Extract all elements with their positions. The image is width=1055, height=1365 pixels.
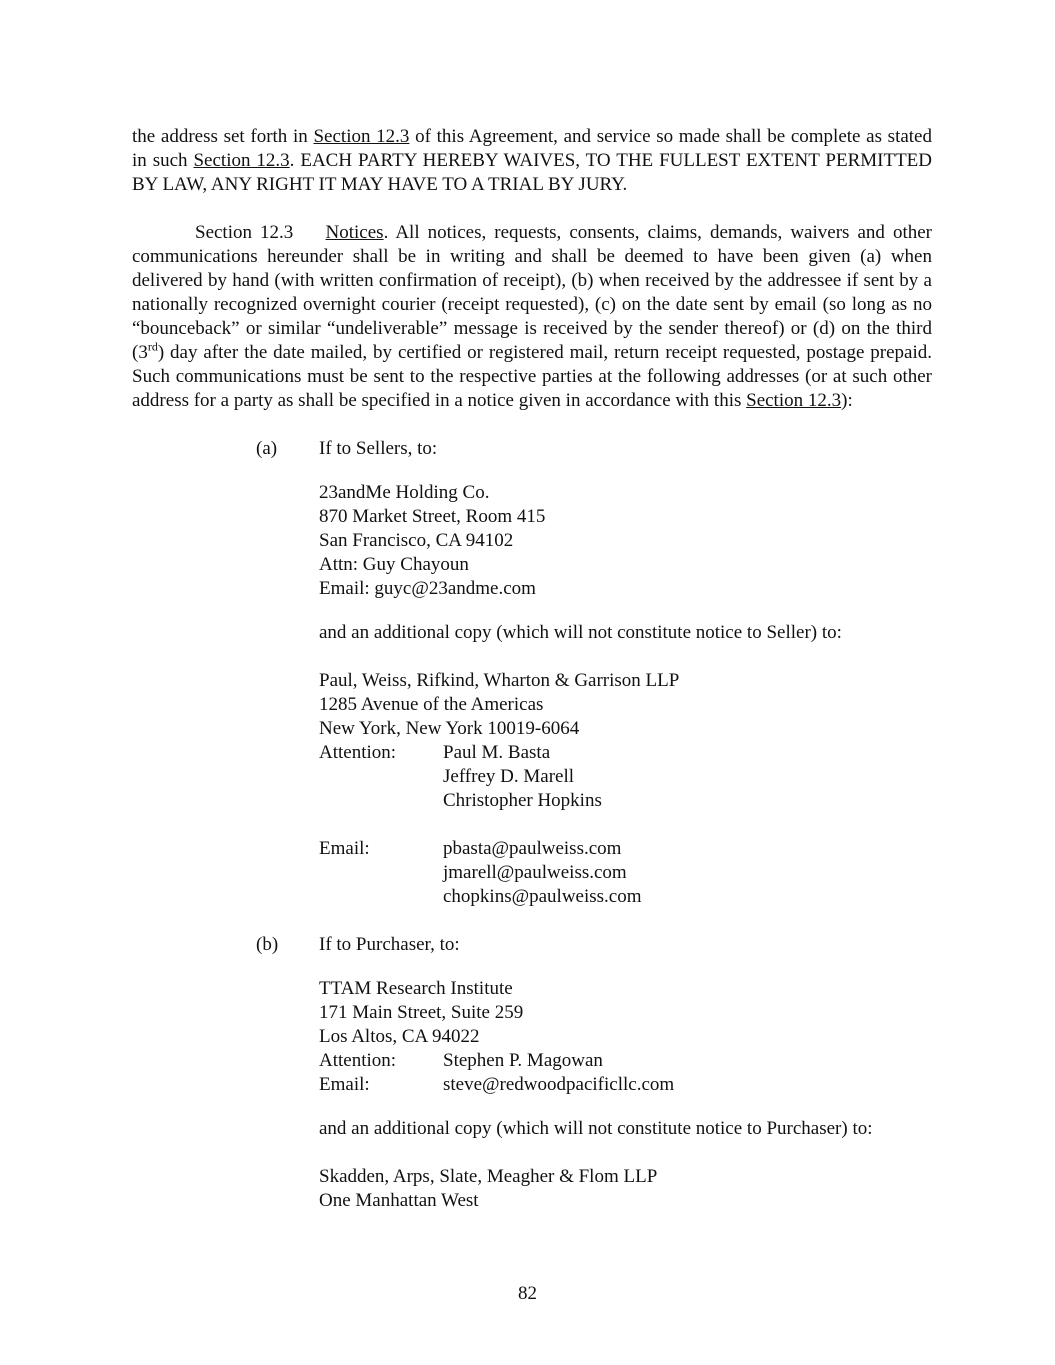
seller-counsel-address bbox=[319, 669, 932, 909]
address-line: One Manhattan West bbox=[319, 1190, 479, 1211]
email-address: jmarell@paulweiss.com bbox=[443, 862, 627, 883]
text: . All notices, requests, consents, claims, demands, waivers and other communications hereunder shall be in writing and shall be deemed to have been given (a) when delivered by hand (with written confirmation of receipt), (b) when received by the addressee if sent by a nationally recognized overnight courier (receipt requested), (c) on the date sent by email (so long as no “bounceback” or similar “undeliverable” message is received by the sender thereof) or (d) on the third (3 bbox=[132, 222, 932, 363]
item-intro: If to Purchaser, to: bbox=[319, 934, 460, 955]
attention-block bbox=[319, 741, 932, 813]
item-sellers bbox=[256, 437, 932, 909]
address-line: Attn: Guy Chayoun bbox=[319, 554, 469, 575]
paragraph-notices bbox=[132, 221, 932, 413]
item-label: (a) bbox=[256, 438, 278, 459]
email-label: Email: bbox=[319, 838, 370, 859]
attention-block bbox=[319, 1049, 932, 1073]
section-reference: Section 12.3 bbox=[313, 126, 410, 147]
section-number: Section 12.3 bbox=[195, 222, 294, 243]
address-line: 171 Main Street, Suite 259 bbox=[319, 1002, 524, 1023]
purchaser-address bbox=[319, 977, 932, 1097]
text: . EACH PARTY HEREBY WAIVES, TO THE FULLEST EXTENT PERMITTED BY LAW, ANY RIGHT IT MAY HAVE TO A TRIAL BY JURY. bbox=[132, 150, 933, 195]
address-line: 1285 Avenue of the Americas bbox=[319, 694, 544, 715]
page-number: 82 bbox=[518, 1283, 537, 1304]
attention-name: Christopher Hopkins bbox=[443, 790, 602, 811]
text: ) day after the date mailed, by certified or registered mail, return receipt requested, postage prepaid. Such communications must be sent to the respective parties at the following addresses (or at such other address for a party as shall be specified in a notice given in accordance with this bbox=[132, 342, 932, 411]
copy-note: and an additional copy (which will not constitute notice to Seller) to: bbox=[319, 622, 842, 643]
attention-name: Stephen P. Magowan bbox=[443, 1050, 603, 1071]
email-address: chopkins@paulweiss.com bbox=[443, 886, 642, 907]
document-page bbox=[132, 125, 932, 1213]
attention-name: Jeffrey D. Marell bbox=[443, 766, 575, 787]
email-address: pbasta@paulweiss.com bbox=[443, 838, 622, 859]
attention-name: Paul M. Basta bbox=[443, 742, 551, 763]
address-line: Paul, Weiss, Rifkind, Wharton & Garrison LLP bbox=[319, 670, 680, 691]
text: ): bbox=[841, 390, 853, 411]
address-line: Skadden, Arps, Slate, Meagher & Flom LLP bbox=[319, 1166, 658, 1187]
notice-addresses bbox=[132, 437, 932, 1213]
item-purchaser bbox=[256, 933, 932, 1213]
seller-address bbox=[319, 481, 932, 601]
section-reference: Section 12.3 bbox=[193, 150, 290, 171]
address-line: New York, New York 10019-6064 bbox=[319, 718, 580, 739]
item-intro: If to Sellers, to: bbox=[319, 438, 438, 459]
copy-note: and an additional copy (which will not constitute notice to Purchaser) to: bbox=[319, 1118, 873, 1139]
text: of this Agreement, and service so made shall be complete as stated in such bbox=[132, 126, 932, 171]
attention-label: Attention: bbox=[319, 1050, 397, 1071]
email-block bbox=[319, 837, 932, 909]
superscript: rd bbox=[147, 339, 158, 354]
address-line: 23andMe Holding Co. bbox=[319, 482, 490, 503]
address-line: San Francisco, CA 94102 bbox=[319, 530, 514, 551]
address-line: Los Altos, CA 94022 bbox=[319, 1026, 480, 1047]
item-label: (b) bbox=[256, 934, 279, 955]
email-block bbox=[319, 1073, 932, 1097]
address-line: 870 Market Street, Room 415 bbox=[319, 506, 546, 527]
section-title: Notices bbox=[325, 222, 384, 243]
address-line: Email: guyc@23andme.com bbox=[319, 578, 536, 599]
paragraph-waiver bbox=[132, 125, 932, 197]
email-label: Email: bbox=[319, 1074, 370, 1095]
purchaser-counsel-address bbox=[319, 1165, 932, 1213]
attention-label: Attention: bbox=[319, 742, 397, 763]
text: the address set forth in bbox=[132, 126, 314, 147]
address-line: TTAM Research Institute bbox=[319, 978, 513, 999]
email-address: steve@redwoodpacificllc.com bbox=[443, 1074, 675, 1095]
section-reference: Section 12.3 bbox=[746, 390, 842, 411]
